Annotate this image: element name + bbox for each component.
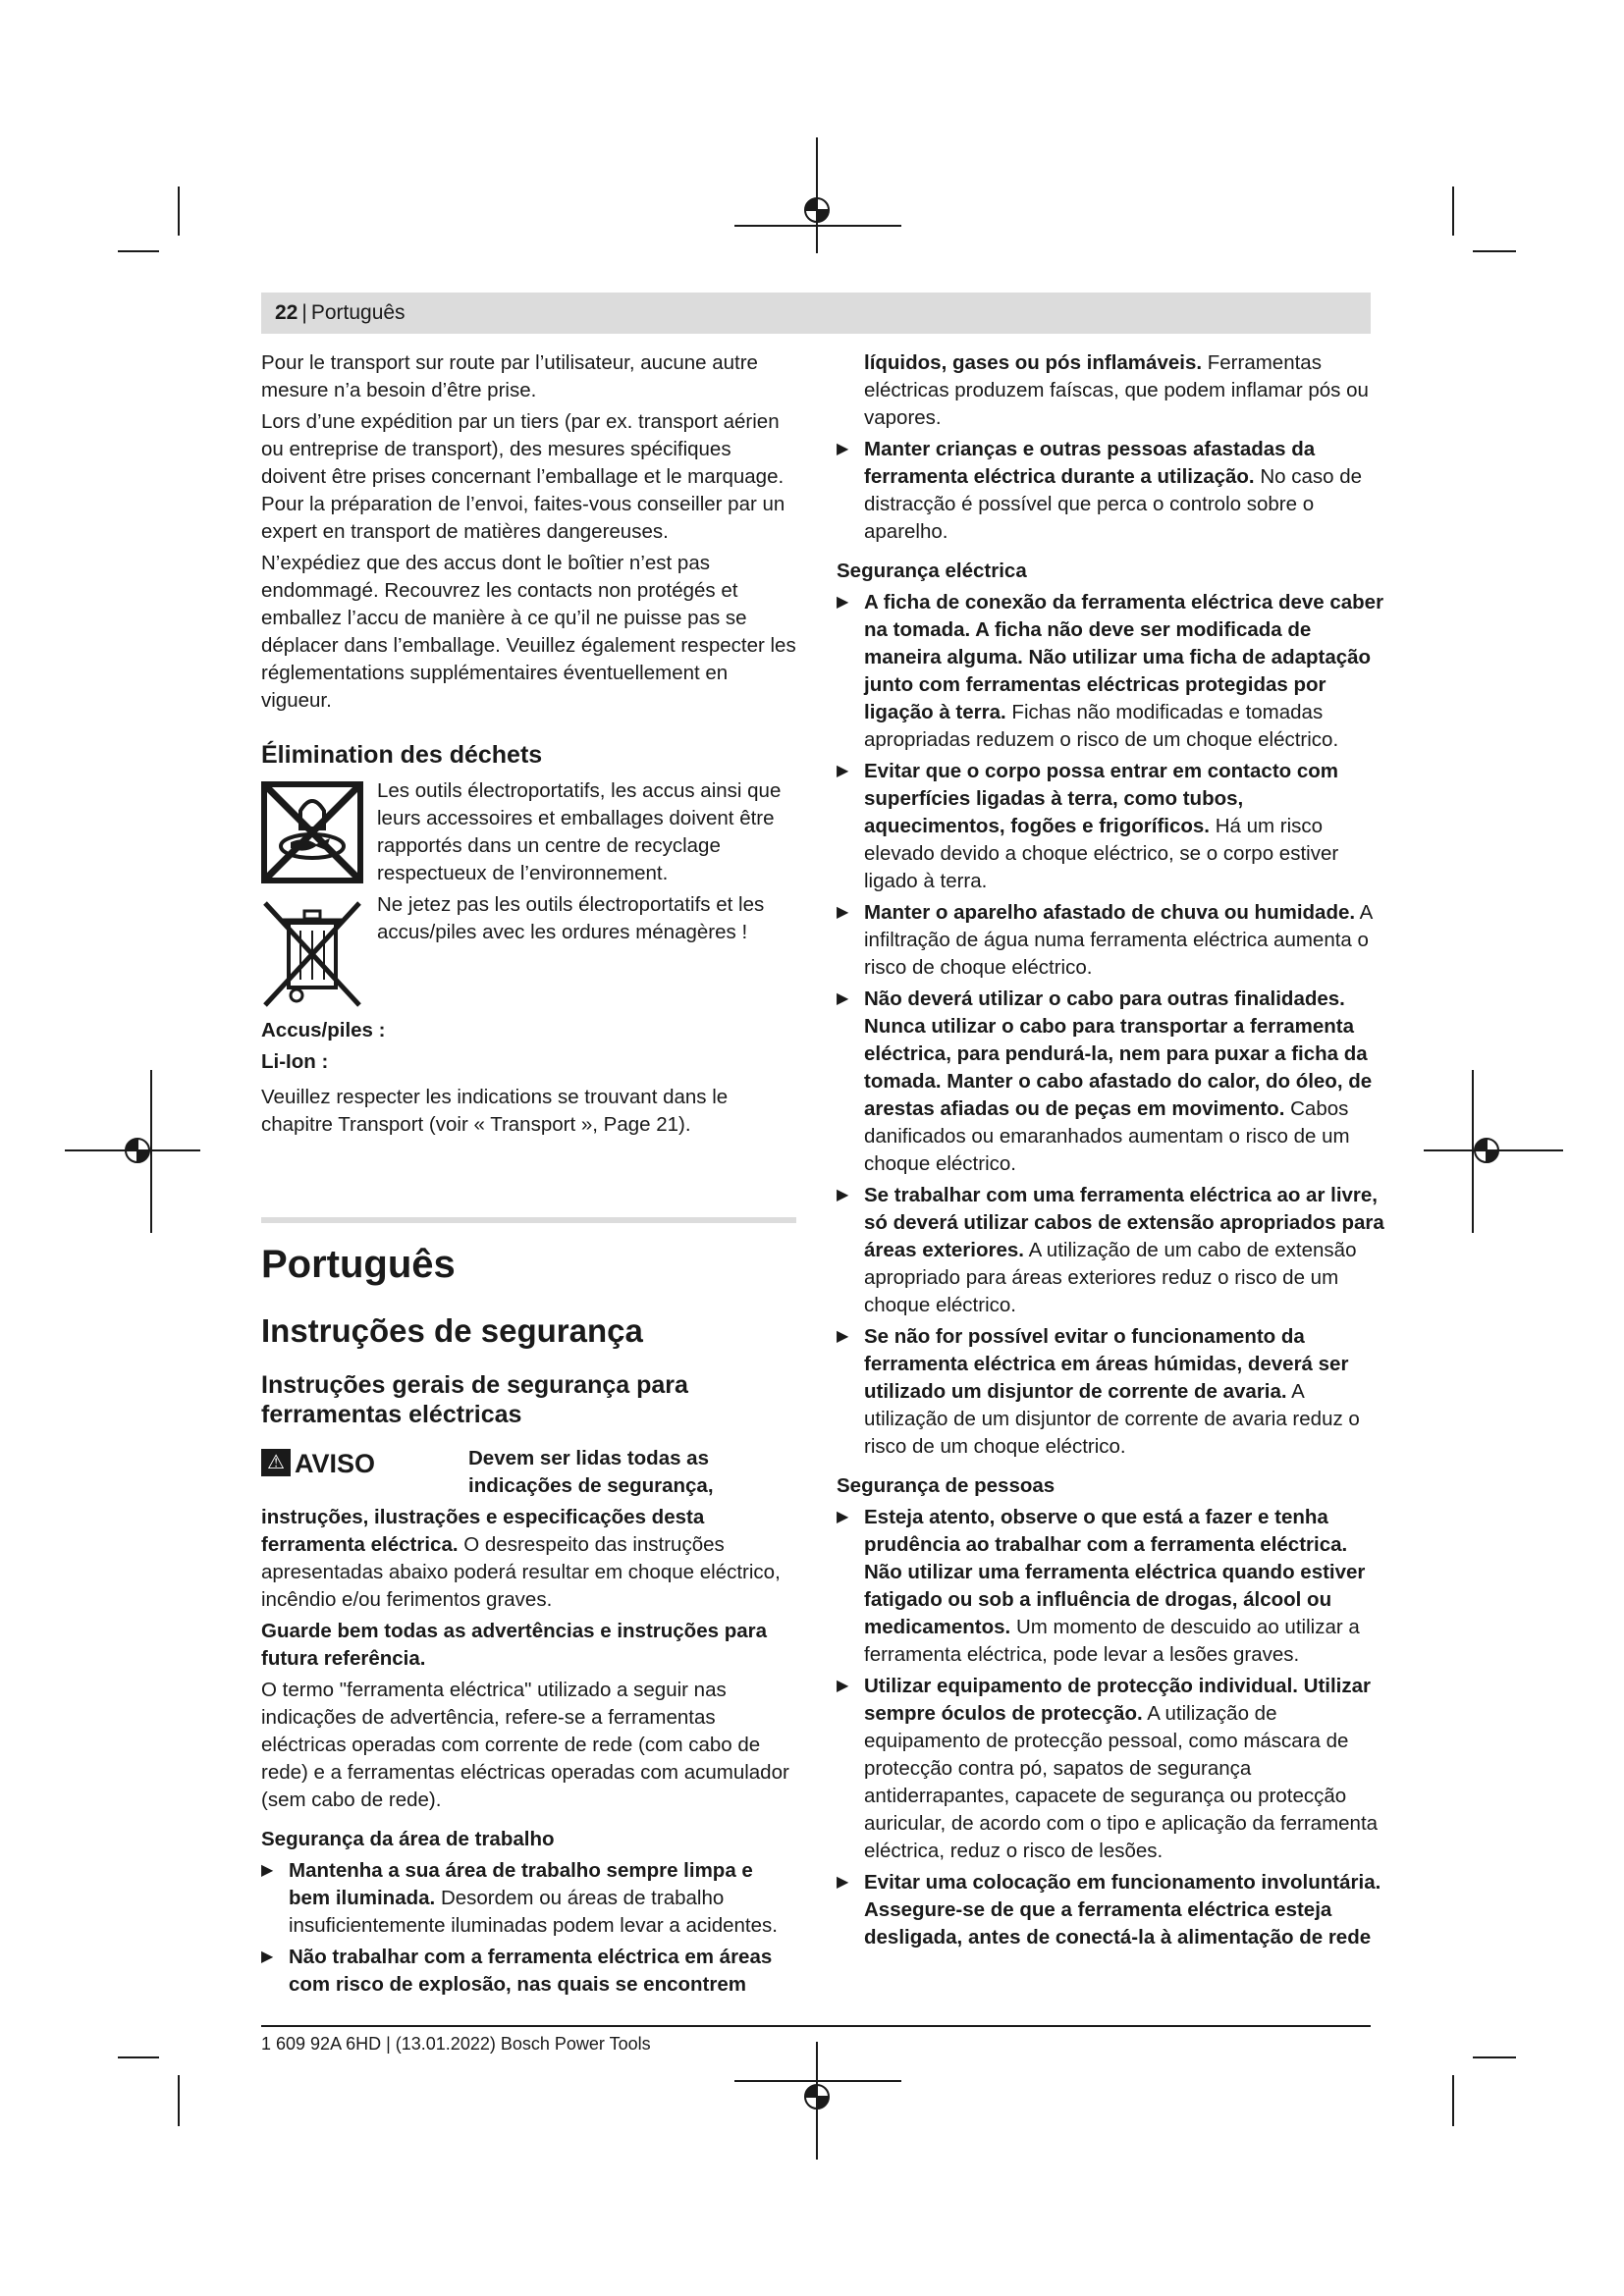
section-divider	[261, 1217, 796, 1223]
warning-row	[261, 1445, 796, 1504]
list-item: ▶ Mantenha a sua área de trabalho sempre limpa e bem iluminada. Desordem ou áreas de trabalho insuficientemente iluminadas podem levar a acidentes.	[261, 1857, 796, 1940]
disposal-block	[261, 777, 796, 1013]
list-item: ▶ Se trabalhar com uma ferramenta eléctrica ao ar livre, só deverá utilizar cabos de extensão apropriados para áreas exteriores. A utilização de um cabo de extensão apropriado para áreas exteriores reduz o risco de um choque eléctrico.	[837, 1182, 1386, 1319]
no-water-disposal-icon	[261, 781, 363, 883]
transport-para-2: Lors d’une expédition par un tiers (par ex. transport aérien ou entreprise de transport), des mesures spécifiques doivent être prises concernant l’emballage et le marquage. Pour la préparation de l’envoi, faites-vous conseiller par un expert en transport de matières dangereuses.	[261, 410, 785, 543]
liion-label: Li-Ion :	[261, 1050, 329, 1073]
elimination-heading: Élimination des déchets	[261, 741, 543, 769]
right-column	[837, 349, 1386, 1955]
language-title: Português	[261, 1243, 456, 1286]
page-header: 22 | Português	[261, 293, 1371, 334]
list-item: ▶ Esteja atento, observe o que está a fazer e tenha prudência ao trabalhar com a ferramenta eléctrica. Não utilizar uma ferramenta eléctrica quando estiver fatigado ou sob a influência de drogas, álcool ou medicamentos. Um momento de descuido ao utilizar a ferramenta eléctrica, pode levar a lesões graves.	[837, 1504, 1386, 1669]
list-item: ▶ Evitar uma colocação em funcionamento involuntária. Assegure-se de que a ferramenta eléctrica esteja desligada, antes de conectá-la à alimentação de rede	[837, 1869, 1386, 1951]
list-item: ▶ Utilizar equipamento de protecção individual. Utilizar sempre óculos de protecção. A utilização de equipamento de protecção pessoal, como máscara de protecção contra pó, sapatos de segurança antiderrapantes, capacete de segurança ou protecção auricular, de acordo com o tipo e aplicação da ferramenta eléctrica, reduz o risco de lesões.	[837, 1673, 1386, 1865]
transport-para-3: N’expédiez que des accus dont le boîtier n’est pas endommagé. Recouvrez les contacts non protégés et emballez l’accu de manière à ce qu’il ne puisse pas se déplacer dans l’emballage. Veuillez également respecter les réglementations supplémentaires éventuellement en vigueur.	[261, 552, 796, 712]
warning-body: instruções, ilustrações e especificações desta ferramenta eléctrica. O desrespeito das instruções apresentadas abaixo poderá resultar em choque eléctrico, incêndio e/ou ferimentos graves.	[261, 1506, 781, 1611]
list-item: ▶ Não deverá utilizar o cabo para outras finalidades. Nunca utilizar o cabo para transportar a ferramenta eléctrica, para pendurá-la, nem para puxar a ficha da tomada. Manter o cabo afastado do calor, do óleo, de arestas afiadas ou de peças em movimento. Cabos danificados ou emaranhados aumentam o risco de um choque eléctrico.	[837, 986, 1386, 1178]
work-area-heading: Segurança da área de trabalho	[261, 1828, 555, 1850]
list-item: ▶ Manter crianças e outras pessoas afastadas da ferramenta eléctrica durante a utilização. No caso de distracção é possível que perca o controlo sobre o aparelho.	[837, 436, 1386, 546]
footer-rule	[261, 2025, 1371, 2027]
page-number: 22	[275, 301, 298, 324]
accus-text: Veuillez respecter les indications se trouvant dans le chapitre Transport (voir « Transport », Page 21).	[261, 1086, 729, 1136]
transport-para-1: Pour le transport sur route par l’utilisateur, aucune autre mesure n’a besoin d’être prise.	[261, 351, 758, 401]
elimination-text-1: Les outils électroportatifs, les accus ainsi que leurs accessoires et emballages doivent être rapportés dans un centre de recyclage respectueux de l’environnement.	[377, 779, 782, 884]
safety-section-title: Instruções de segurança	[261, 1312, 643, 1349]
list-item: ▶ Se não for possível evitar o funcionamento da ferramenta eléctrica em áreas húmidas, deverá ser utilizado um disjuntor de corrente de avaria. A utilização de um disjuntor de corrente de avaria reduz o risco de um choque eléctrico.	[837, 1323, 1386, 1461]
list-item: ▶ Manter o aparelho afastado de chuva ou humidade. A infiltração de água numa ferramenta eléctrica aumenta o risco de choque eléctrico.	[837, 899, 1386, 982]
keep-instructions: Guarde bem todas as advertências e instruções para futura referência.	[261, 1620, 767, 1670]
warning-triangle-icon: ⚠	[261, 1449, 291, 1476]
warning-intro: Devem ser lidas todas as indicações de segurança,	[468, 1447, 714, 1497]
footer-text: 1 609 92A 6HD | (13.01.2022) Bosch Power Tools	[261, 2034, 651, 2054]
term-definition: O termo "ferramenta eléctrica" utilizado a seguir nas indicações de advertência, refere-se a ferramentas eléctricas operadas com corrente de rede (com cabo de rede) e a ferramentas eléctricas operadas com acumulador (sem cabo de rede).	[261, 1679, 789, 1811]
warning-label: ⚠ AVISO	[261, 1449, 375, 1478]
general-safety-subtitle: Instruções gerais de segurança para ferramentas eléctricas	[261, 1371, 688, 1428]
header-language: Português	[310, 301, 406, 324]
elimination-text-2: Ne jetez pas les outils électroportatifs et les accus/piles avec les ordures ménagères !	[377, 893, 765, 943]
list-item: ▶ Não trabalhar com a ferramenta eléctrica em áreas com risco de explosão, nas quais se encontrem	[261, 1944, 796, 1999]
left-column	[261, 349, 796, 2002]
crossed-bin-icon	[261, 899, 363, 1009]
elimination-text	[377, 777, 796, 950]
list-item-continuation: líquidos, gases ou pós inflamáveis. Ferramentas eléctricas produzem faíscas, que podem inflamar pós ou vapores.	[864, 351, 1369, 429]
list-item: ▶ Evitar que o corpo possa entrar em contacto com superfícies ligadas à terra, como tubos, aquecimentos, fogões e frigoríficos. Há um risco elevado devido a choque eléctrico, se o corpo estiver ligado à terra.	[837, 758, 1386, 895]
personal-safety-heading: Segurança de pessoas	[837, 1474, 1056, 1497]
electrical-safety-heading: Segurança eléctrica	[837, 560, 1027, 582]
accus-label: Accus/piles :	[261, 1019, 386, 1041]
list-item: ▶ A ficha de conexão da ferramenta eléctrica deve caber na tomada. A ficha não deve ser modificada de maneira alguma. Não utilizar uma ficha de adaptação junto com ferramentas eléctricas protegidas por ligação à terra. Fichas não modificadas e tomadas apropriadas reduzem o risco de um choque eléctrico.	[837, 589, 1386, 754]
